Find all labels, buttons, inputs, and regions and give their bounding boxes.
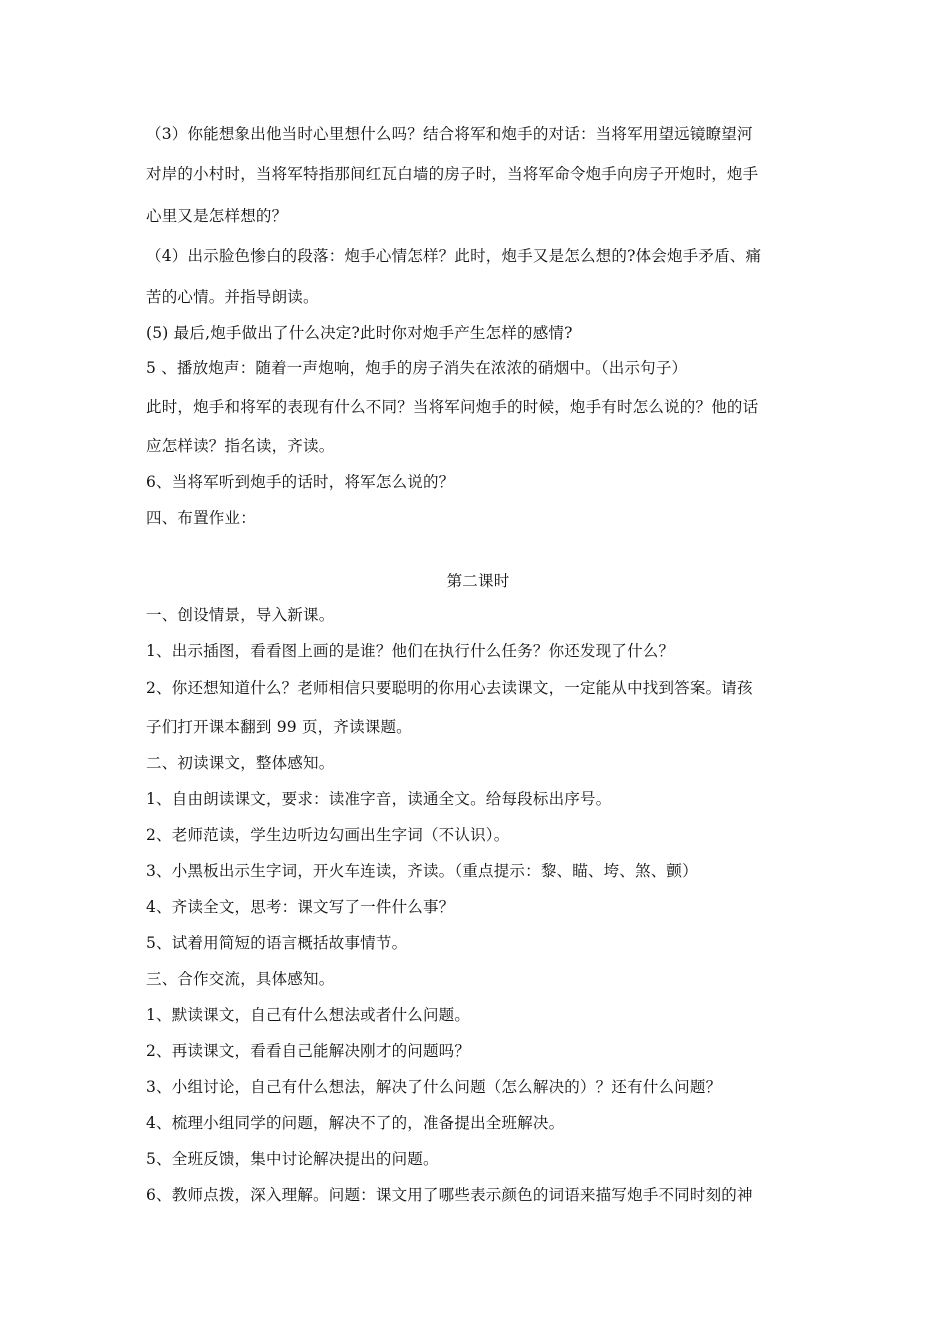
paragraph-line: 1、出示插图，看看图上画的是谁？他们在执行什么任务？你还发现了什么？ bbox=[146, 642, 675, 660]
paragraph-line: 5、全班反馈，集中讨论解决提出的问题。 bbox=[146, 1150, 439, 1168]
paragraph-line: 3、小组讨论，自己有什么想法，解决了什么问题（怎么解决的）？还有什么问题？ bbox=[146, 1078, 722, 1096]
paragraph-line: 2、再读课文，看看自己能解决刚才的问题吗？ bbox=[146, 1042, 471, 1060]
paragraph-line: 4、梳理小组同学的问题，解决不了的，准备提出全班解决。 bbox=[146, 1114, 565, 1132]
paragraph-line: 四、布置作业： bbox=[146, 509, 256, 527]
paragraph-line: 2、你还想知道什么？老师相信只要聪明的你用心去读课文，一定能从中找到答案。请孩 bbox=[146, 679, 753, 697]
paragraph-line: 对岸的小村时，当将军特指那间红瓦白墙的房子时，当将军命令炮手向房子开炮时，炮手 bbox=[146, 165, 759, 183]
paragraph-line: 6、当将军听到炮手的话时，将军怎么说的？ bbox=[146, 473, 455, 491]
paragraph-line: (5) 最后,炮手做出了什么决定?此时你对炮手产生怎样的感情? bbox=[146, 324, 573, 342]
paragraph-line: 心里又是怎样想的？ bbox=[146, 207, 288, 225]
paragraph-line: 4、齐读全文，思考：课文写了一件什么事？ bbox=[146, 898, 455, 916]
paragraph-line: 应怎样读？指名读，齐读。 bbox=[146, 437, 335, 455]
paragraph-line: 子们打开课本翻到 99 页，齐读课题。 bbox=[146, 718, 412, 736]
paragraph-line: 3、小黑板出示生字词，开火车连读，齐读。（重点提示：黎、瞄、垮、煞、颤） bbox=[146, 862, 698, 880]
paragraph-line: （3）你能想象出他当时心里想什么吗？结合将军和炮手的对话：当将军用望远镜瞭望河 bbox=[146, 125, 753, 143]
paragraph-line: 二、初读课文，整体感知。 bbox=[146, 754, 335, 772]
paragraph-line: 1、默读课文，自己有什么想法或者什么问题。 bbox=[146, 1006, 471, 1024]
paragraph-line: 三、合作交流，具体感知。 bbox=[146, 970, 335, 988]
paragraph-line: （4）出示脸色惨白的段落：炮手心情怎样？此时，炮手又是怎么想的?体会炮手矛盾、痛 bbox=[146, 247, 762, 265]
paragraph-line: 1、自由朗读课文，要求：读准字音，读通全文。给每段标出序号。 bbox=[146, 790, 612, 808]
paragraph-line: 2、老师范读，学生边听边勾画出生字词（不认识）。 bbox=[146, 826, 510, 844]
paragraph-line: 此时，炮手和将军的表现有什么不同？当将军问炮手的时候，炮手有时怎么说的？他的话 bbox=[146, 398, 759, 416]
section-title: 第二课时 bbox=[446, 572, 510, 590]
paragraph-line: 5 、播放炮声：随着一声炮响，炮手的房子消失在浓浓的硝烟中。（出示句子） bbox=[146, 359, 688, 377]
paragraph-line: 6、教师点拨，深入理解。问题：课文用了哪些表示颜色的词语来描写炮手不同时刻的神 bbox=[146, 1186, 753, 1204]
paragraph-line: 一、创设情景，导入新课。 bbox=[146, 606, 335, 624]
paragraph-line: 苦的心情。并指导朗读。 bbox=[146, 288, 319, 306]
paragraph-line: 5、试着用简短的语言概括故事情节。 bbox=[146, 934, 408, 952]
